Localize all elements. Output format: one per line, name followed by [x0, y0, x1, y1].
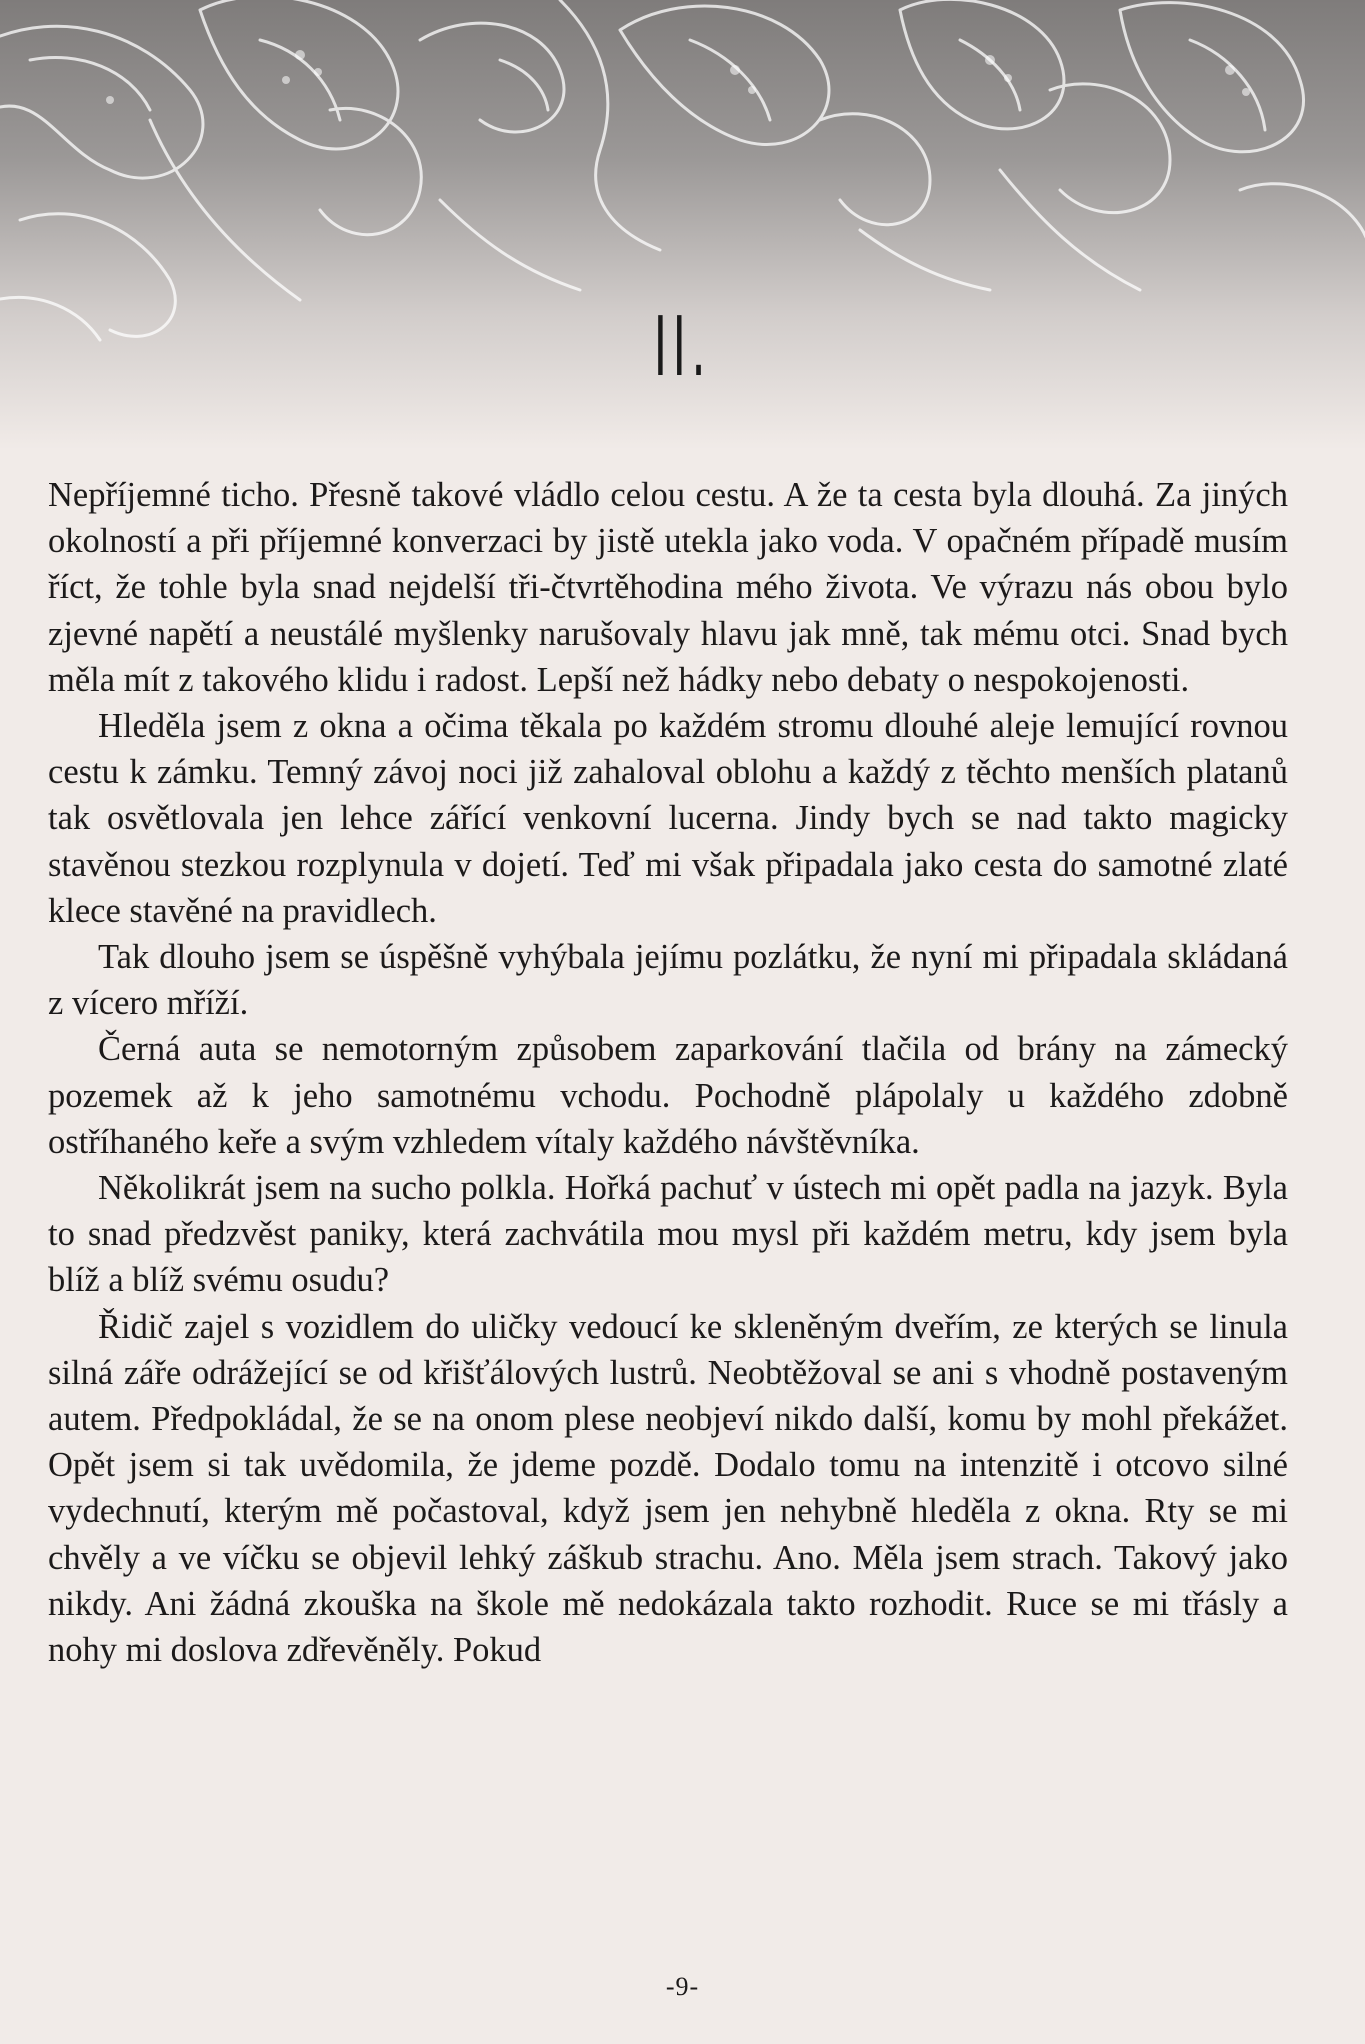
paragraph: Několikrát jsem na sucho polkla. Hořká pachuť v ústech mi opět padla na jazyk. Byla to snad předzvěst paniky, která zachvátila mou mysl při každém metru, kdy jsem byla blíž a blíž svému osudu? — [48, 1169, 1288, 1300]
paragraph: Hleděla jsem z okna a očima těkala po každém stromu dlouhé aleje lemující rovnou cestu k zámku. Temný závoj noci již zahaloval oblohu a každý z těchto menších platanů tak osvětlovala jen lehce zářící venkovní lucerna. Jindy bych se nad takto magicky stavěnou stezkou rozplynula v dojetí. Teď mi však připadala jako cesta do samotné zlaté klece stavěné na pravidlech. — [48, 707, 1288, 930]
chapter-body — [48, 472, 1288, 1673]
paragraph: Řidič zajel s vozidlem do uličky vedoucí ke skleněným dveřím, ze kterých se linula silná záře odrážející se od křišťálových lustrů. Neobtěžoval se ani s vhodně postaveným autem. Předpokládal, že se na onom plese neobjeví nikdo další, komu by mohl překážet. Opět jsem si tak uvědomila, že jdeme pozdě. Dodalo tomu na intenzitě i otcovo silné vydechnutí, kterým mě počastoval, když jsem jen nehybně hleděla z okna. Rty se mi chvěly a ve víčku se objevil lehký záškub strachu. Ano. Měla jsem strach. Takový jako nikdy. Ani žádná zkouška na škole mě nedokázala takto rozhodit. Ruce se mi třásly a nohy mi doslova zdřevěněly. Pokud — [48, 1307, 1288, 1670]
page-number: -9- — [665, 1972, 700, 2001]
chapter-number: II. — [653, 300, 712, 395]
paragraph: Tak dlouho jsem se úspěšně vyhýbala jejímu pozlátku, že nyní mi připadala skládaná z vícero mříží. — [48, 938, 1288, 1023]
paragraph: Nepříjemné ticho. Přesně takové vládlo celou cestu. A že ta cesta byla dlouhá. Za jiných okolností a při příjemné konverzaci by jistě utekla jako voda. V opačném případě musím říct, že tohle byla snad nejdelší tři-čtvrtěhodina mého života. Ve výrazu nás obou bylo zjevné napětí a neustálé myšlenky narušovaly hlavu jak mně, tak mému otci. Snad bych měla mít z takového klidu i radost. Lepší než hádky nebo debaty o nespokojenosti. — [48, 476, 1288, 699]
paragraph: Černá auta se nemotorným způsobem zaparkování tlačila od brány na zámecký pozemek až k jeho samotnému vchodu. Pochodně plápolaly u každého zdobně ostříhaného keře a svým vzhledem vítaly každého návštěvníka. — [48, 1030, 1288, 1161]
